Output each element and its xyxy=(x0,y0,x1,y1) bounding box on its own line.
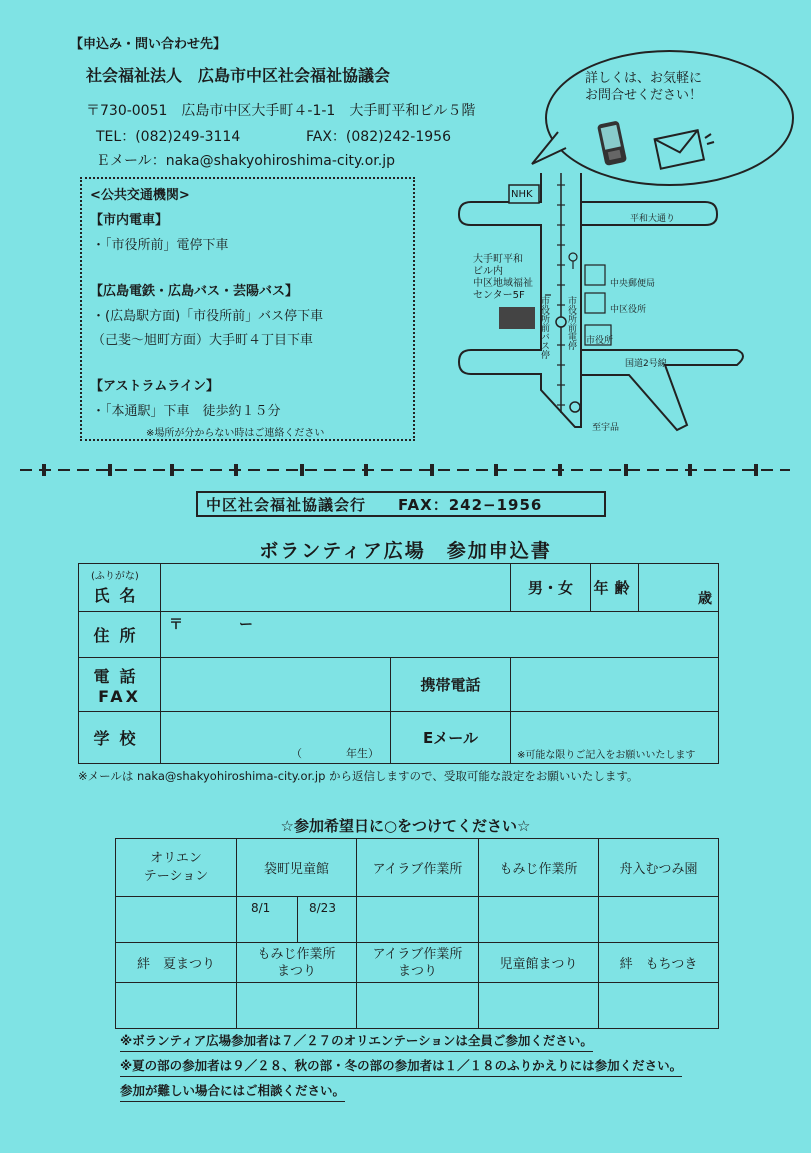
astram-heading: 【アストラムライン】 xyxy=(90,379,219,394)
select-ilove-festival[interactable] xyxy=(357,983,479,1029)
mobile-label: 携帯電話 xyxy=(391,658,511,712)
event-orientation: オリエン テーション xyxy=(116,839,237,897)
map-route2: 国道2号線 xyxy=(625,359,667,369)
select-ilove[interactable] xyxy=(357,897,479,943)
days-title: ☆参加希望日に○をつけてください☆ xyxy=(280,817,531,835)
map-building-line3: 中区地域福祉 xyxy=(473,278,533,289)
bubble-line1: 詳しくは、お気軽に xyxy=(585,71,703,86)
school-input[interactable] xyxy=(161,712,391,764)
bus-line-1: ・(広島駅方面)「市役所前」バス停下車 xyxy=(92,309,324,324)
date-divider xyxy=(297,897,298,942)
name-label-cell xyxy=(79,564,161,612)
event-ilove: アイラブ作業所 xyxy=(357,839,479,897)
map-post-office: 中央郵便局 xyxy=(610,279,656,289)
astram-line: ・「本通駅」下車 徒歩約１５分 xyxy=(92,404,281,419)
event-funairi: 舟入むつみ園 xyxy=(599,839,719,897)
event-jidokan-festival: 児童館まつり xyxy=(479,943,599,983)
map-ujina: 至宇品 xyxy=(592,423,620,433)
email-input[interactable] xyxy=(511,712,719,764)
email-note: ※可能な限りご記入をお願いいたします xyxy=(517,750,696,761)
address: 〒730-0051 広島市中区大手町４-1-1 大手町平和ビル５階 xyxy=(86,103,476,119)
age-label: 年齢 xyxy=(591,564,639,612)
map-building-label xyxy=(473,254,533,302)
select-orientation[interactable] xyxy=(116,897,237,943)
map-building-line4: センター5F xyxy=(473,290,525,301)
mobile-input[interactable] xyxy=(511,658,719,712)
address-label: 住所 xyxy=(79,612,161,658)
age-input[interactable] xyxy=(639,564,719,612)
school-label: 学校 xyxy=(79,712,161,764)
event-fukuromachi: 袋町児童館 xyxy=(237,839,357,897)
tel: TEL：(082)249-3114 xyxy=(96,129,241,145)
email-label: Eメール xyxy=(391,712,511,764)
map-city-hall: 市役所 xyxy=(586,336,614,346)
cut-line xyxy=(20,463,790,477)
gender-select[interactable]: 男・女 xyxy=(511,564,591,612)
form-title: ボランティア広場 参加申込書 xyxy=(259,540,552,562)
map-building-line2: ビル内 xyxy=(473,266,503,277)
tram-line: ・「市役所前」電停下車 xyxy=(92,238,229,253)
note-orientation: ※ボランティア広場参加者は７／２７のオリエンテーションは全員ご参加ください。 xyxy=(120,1031,593,1052)
map-nhk: NHK xyxy=(511,189,533,200)
fax-destination: 中区社会福祉協議会行 FAX：242−1956 xyxy=(196,491,606,517)
transit-note: ※場所が分からない時はご連絡ください xyxy=(146,428,325,439)
select-funairi[interactable] xyxy=(599,897,719,943)
mobile-phone-icon xyxy=(593,118,633,168)
select-momiji-festival[interactable] xyxy=(237,983,357,1029)
event-momiji-festival: もみじ作業所 まつり xyxy=(237,943,357,983)
bubble-line2: お問合せください！ xyxy=(585,88,703,103)
event-momiji: もみじ作業所 xyxy=(479,839,599,897)
bubble-tail xyxy=(528,130,568,170)
select-kizuna-summer[interactable] xyxy=(116,983,237,1029)
grade-label: （ 年生） xyxy=(291,747,379,760)
email-address[interactable]: Ｅメール：naka@shakyohiroshima-city.or.jp xyxy=(96,153,395,169)
fax-label: FAX xyxy=(98,686,141,706)
bus-line-2: （己斐～旭町方面）大手町４丁目下車 xyxy=(92,333,314,348)
map-ward-office: 中区役所 xyxy=(610,305,647,315)
note-review: ※夏の部の参加者は９／２８、秋の部・冬の部の参加者は１／１８のふりかえりには参加ください。 xyxy=(120,1056,682,1077)
date-8-23: 8/23 xyxy=(309,901,336,915)
name-label: 氏名 xyxy=(93,586,146,605)
select-momiji[interactable] xyxy=(479,897,599,943)
phone-label-cell xyxy=(79,658,161,712)
org-name: 社会福祉法人 広島市中区社会福祉協議会 xyxy=(86,66,391,85)
date-8-1: 8/1 xyxy=(251,901,271,915)
event-kizuna-summer: 絆 夏まつり xyxy=(116,943,237,983)
application-form xyxy=(78,563,719,764)
address-input[interactable] xyxy=(161,612,719,658)
contact-header: 【申込み・問い合わせ先】 xyxy=(70,37,227,52)
map-tram-stop: 市役所前電停 xyxy=(566,296,576,350)
map-bus-stop: 市役所前バス停 xyxy=(539,296,549,359)
participation-days-table xyxy=(115,838,719,1029)
phone-input[interactable] xyxy=(161,658,391,712)
map-heiwa-road: 平和大通り xyxy=(630,214,676,224)
select-fukuromachi[interactable] xyxy=(237,897,357,943)
transit-title: <公共交通機関> xyxy=(90,188,190,203)
note-consult: 参加が難しい場合にはご相談ください。 xyxy=(120,1081,345,1102)
map-building-line1: 大手町平和 xyxy=(473,254,523,265)
phone-label: 電話 xyxy=(93,666,146,686)
tram-heading: 【市内電車】 xyxy=(90,213,169,228)
fax: FAX：(082)242-1956 xyxy=(306,129,451,145)
event-ilove-festival: アイラブ作業所 まつり xyxy=(357,943,479,983)
furigana-label: (ふりがな) xyxy=(91,571,139,582)
event-kizuna-mochi: 絆 もちつき xyxy=(599,943,719,983)
bus-heading: 【広島電鉄・広島バス・芸陽バス】 xyxy=(90,284,299,299)
name-input[interactable] xyxy=(161,564,511,612)
mail-notice: ※メールは naka@shakyohiroshima-city.or.jp から返信しますので、受取可能な設定をお願いいたします。 xyxy=(78,769,639,783)
envelope-icon xyxy=(651,126,717,170)
postal-dash: ー xyxy=(239,617,253,633)
age-unit: 歳 xyxy=(698,591,712,607)
transit-info-box xyxy=(80,177,415,441)
select-kizuna-mochi[interactable] xyxy=(599,983,719,1029)
select-jidokan-festival[interactable] xyxy=(479,983,599,1029)
postal-mark: 〒 xyxy=(169,617,183,633)
